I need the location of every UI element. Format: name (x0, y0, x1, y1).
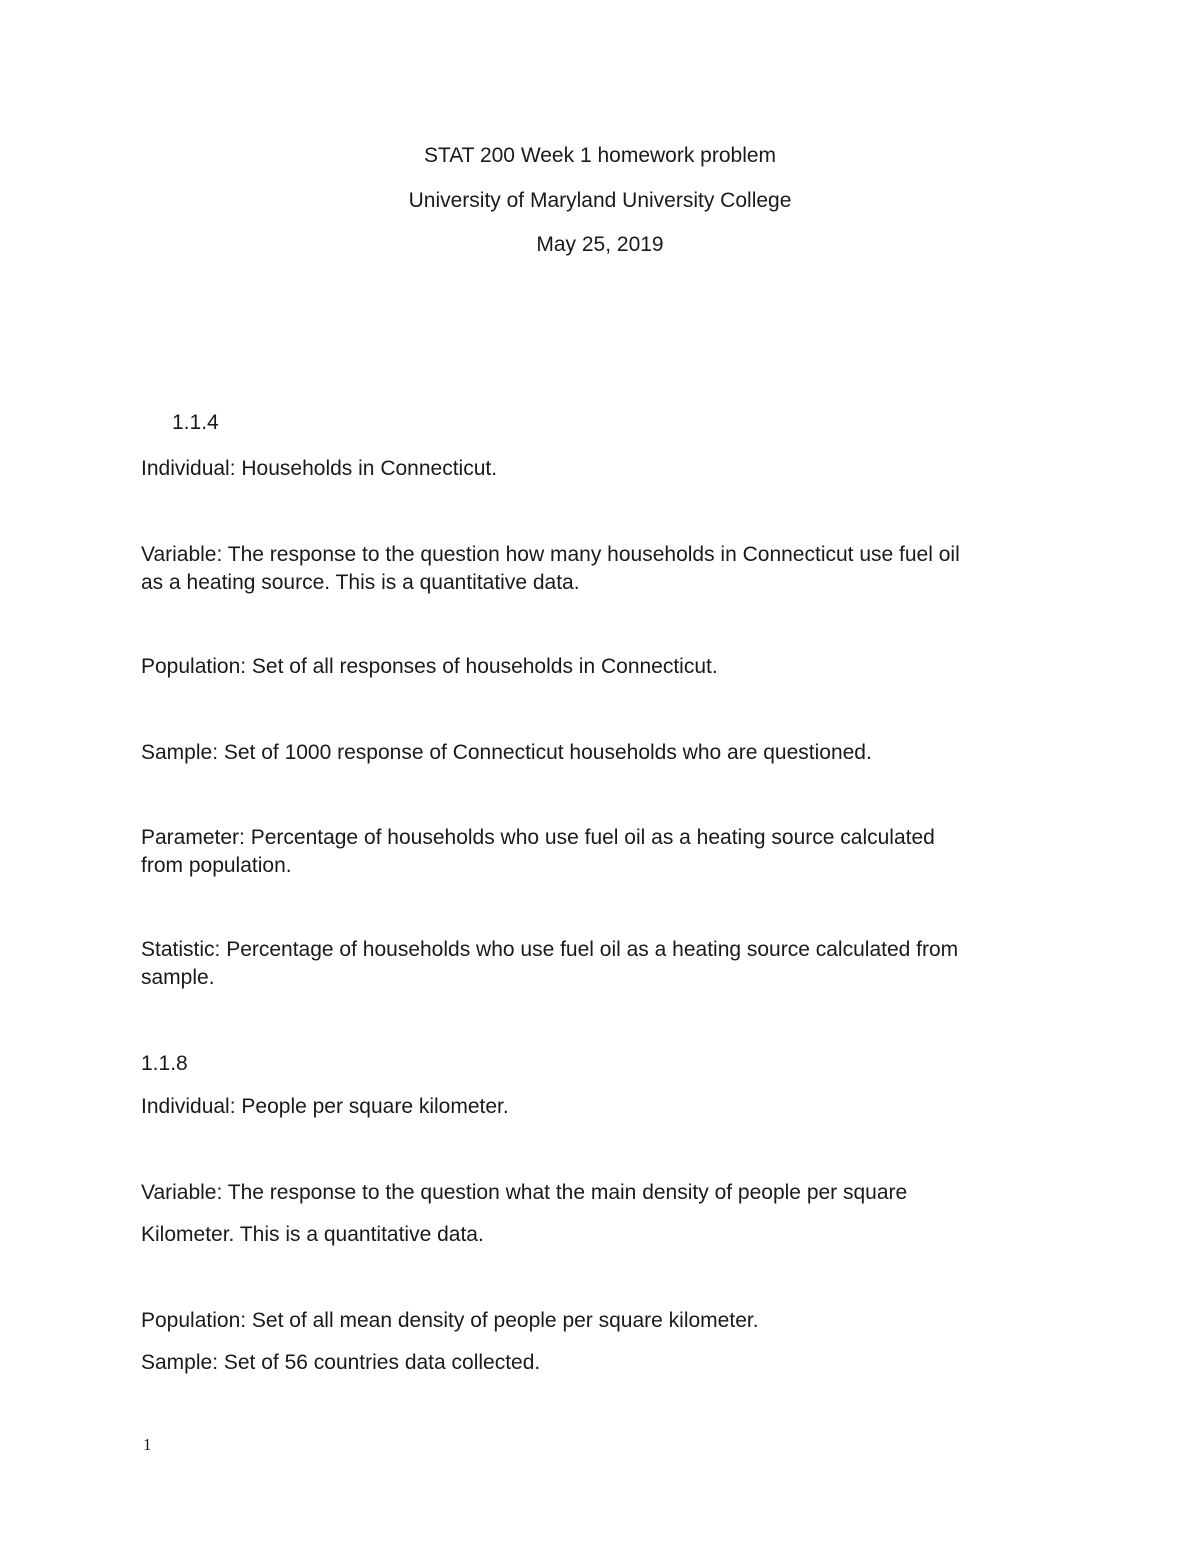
individual-text: Individual: Households in Connecticut. (141, 457, 498, 480)
page-number: 1 (143, 1435, 152, 1454)
sample-text: Sample: Set of 1000 response of Connecticut households who are questioned. (141, 741, 872, 764)
parameter-text-line-2: from population. (141, 854, 292, 877)
variable-text-line-2: as a heating source. This is a quantitative data. (141, 571, 580, 594)
statistic-text-line-1: Statistic: Percentage of households who use fuel oil as a heating source calculated from (141, 938, 959, 961)
section-heading-1-1-4: 1.1.4 (172, 411, 219, 434)
population-text: Population: Set of all mean density of people per square kilometer. (141, 1309, 759, 1332)
section-heading-1-1-8: 1.1.8 (141, 1052, 188, 1075)
individual-text: Individual: People per square kilometer. (141, 1095, 509, 1118)
statistic-text-line-2: sample. (141, 966, 215, 989)
population-text: Population: Set of all responses of households in Connecticut. (141, 655, 718, 678)
document-title: STAT 200 Week 1 homework problem (423, 144, 777, 167)
variable-text-line-1: Variable: The response to the question how many households in Connecticut use fuel oil (141, 543, 960, 566)
institution-name: University of Maryland University College (408, 189, 792, 212)
variable-text-line-1: Variable: The response to the question what the main density of people per square (141, 1181, 908, 1204)
parameter-text-line-1: Parameter: Percentage of households who use fuel oil as a heating source calculated (141, 826, 935, 849)
sample-text: Sample: Set of 56 countries data collected. (141, 1351, 541, 1374)
document-date: May 25, 2019 (536, 233, 664, 256)
variable-text-line-2: Kilometer. This is a quantitative data. (141, 1223, 484, 1246)
